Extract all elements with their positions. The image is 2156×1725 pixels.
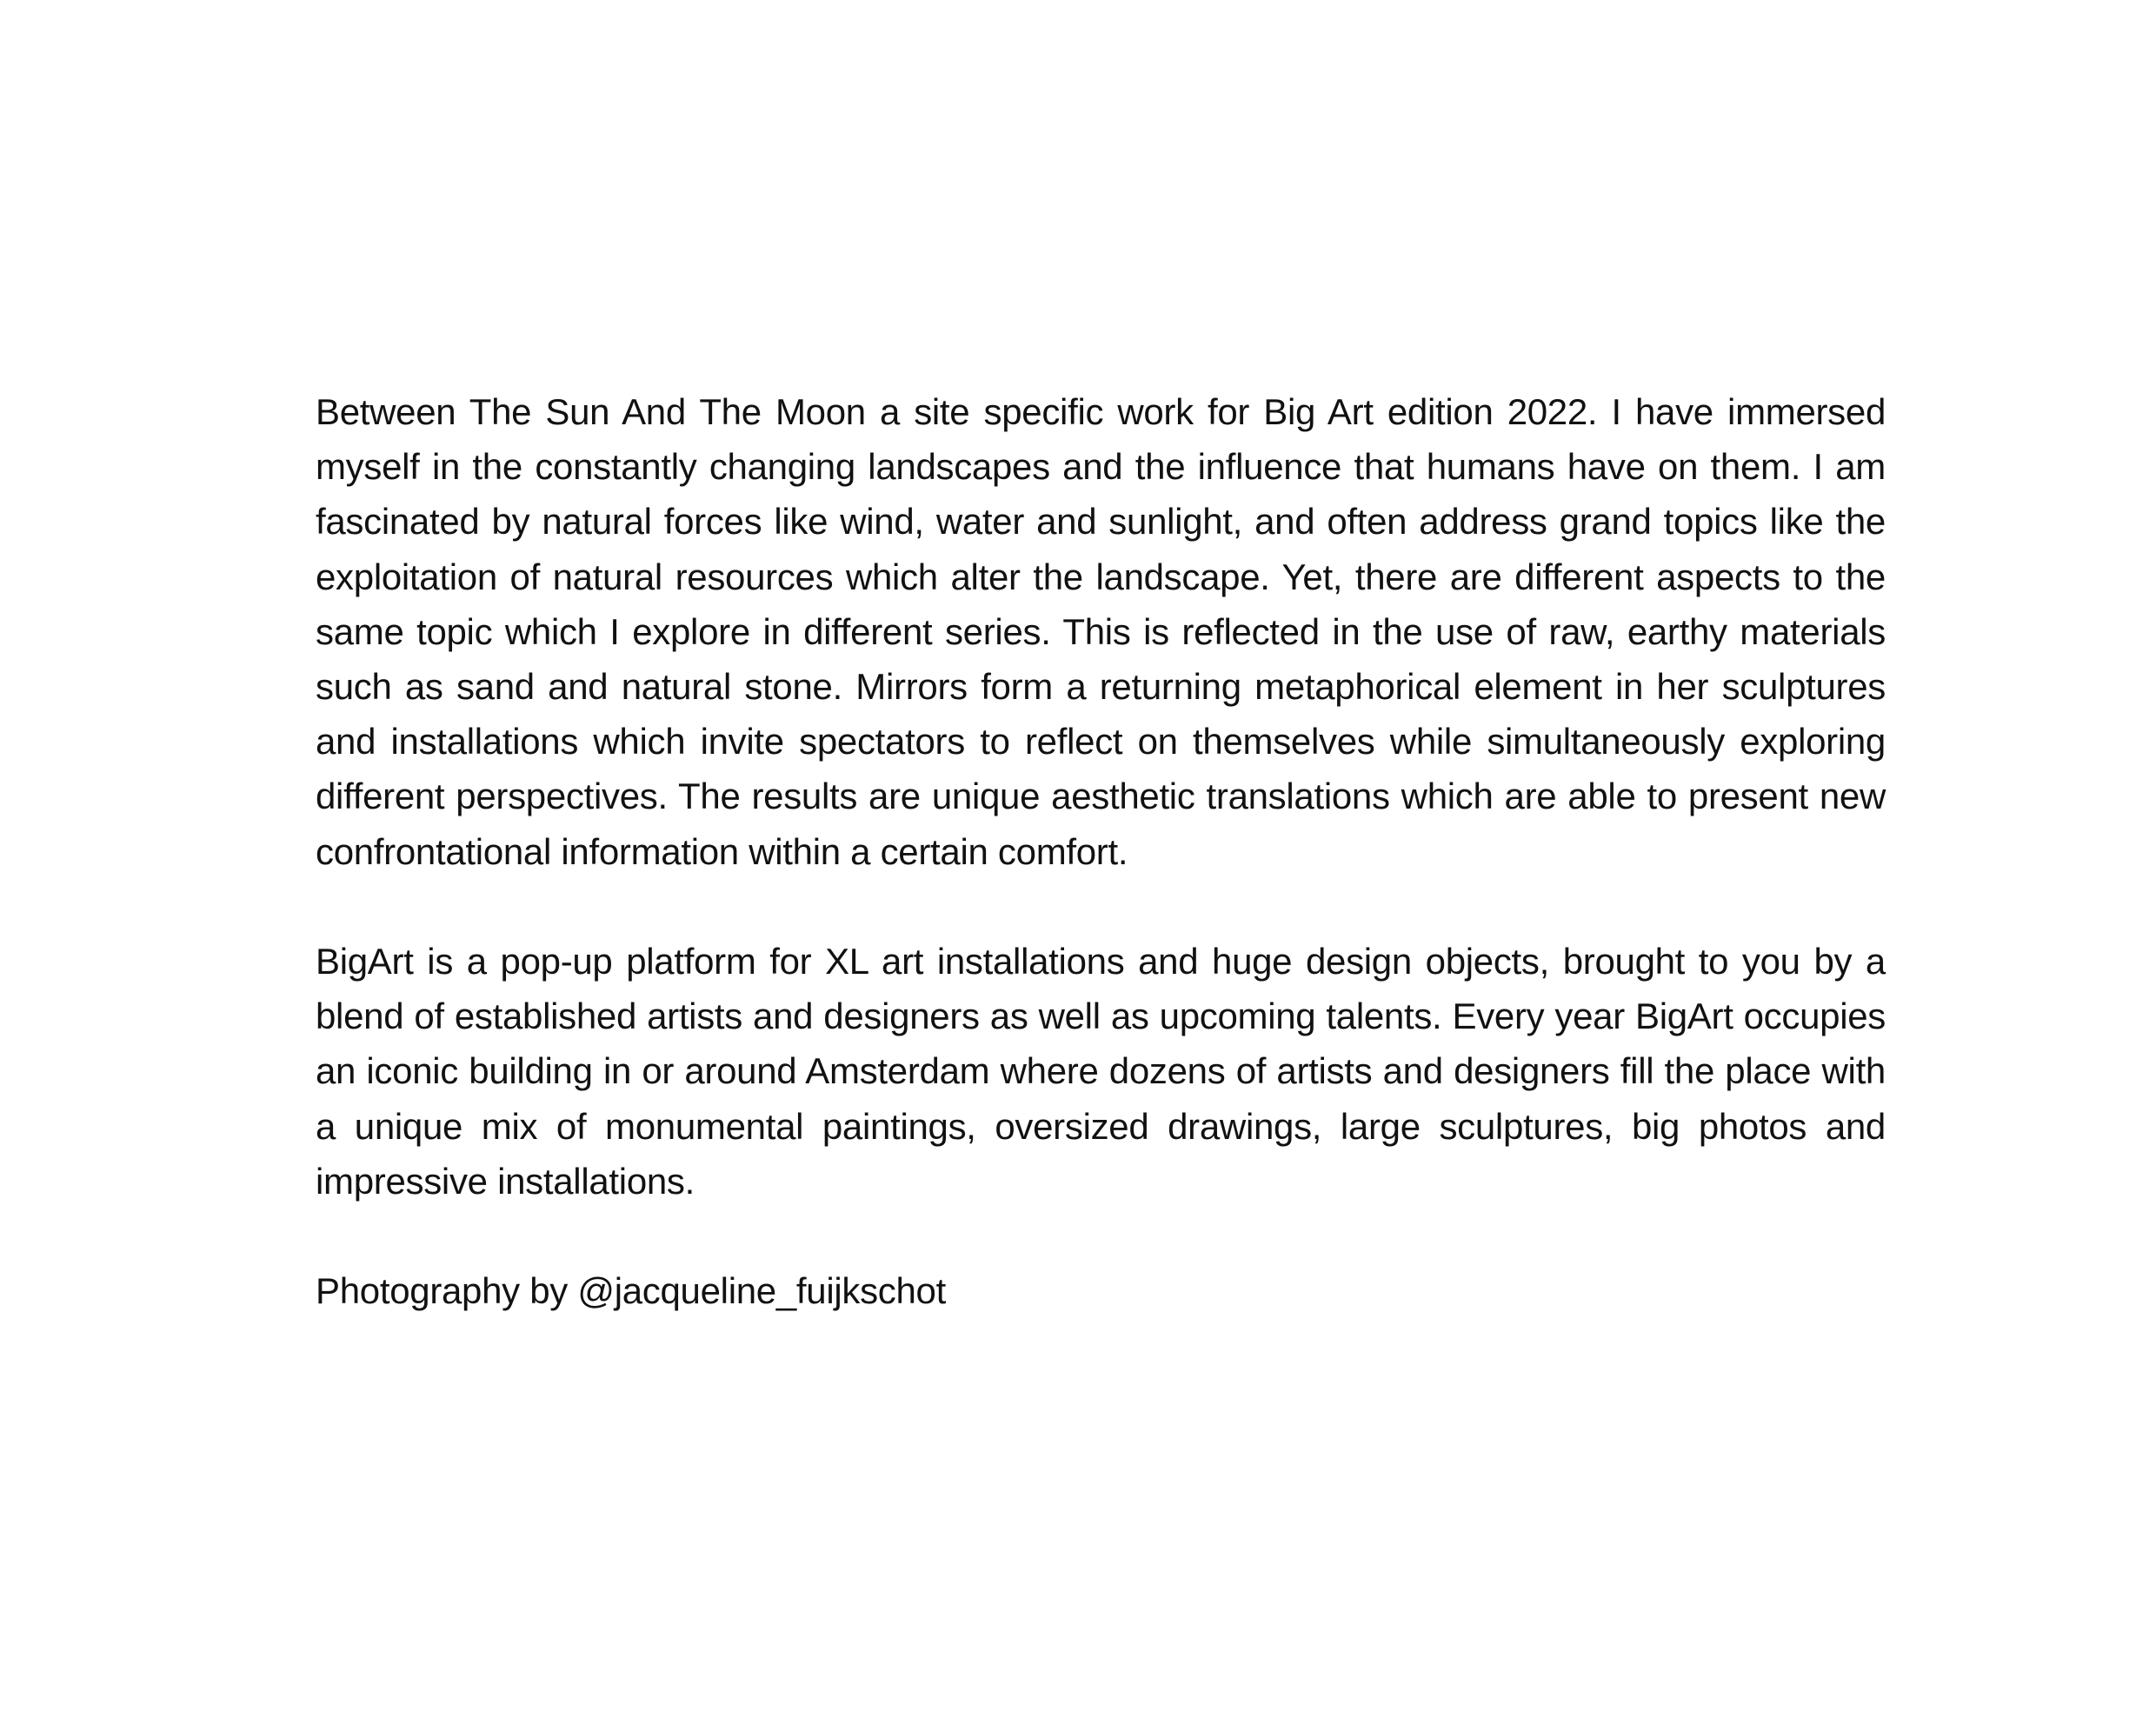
body-text <box>316 384 1886 1318</box>
bigart-description-paragraph: BigArt is a pop-up platform for XL art installations and huge design objects, brought to you by a blend of established artists and designers as well as upcoming talents. Every year BigArt occupies an iconic building in or around Amsterdam where dozens of artists and designers fill the place with a unique mix of monumental paintings, oversized drawings, large sculptures, big photos and impressive installations. <box>316 941 1886 1202</box>
photography-credit: Photography by @jacqueline_fuijkschot <box>316 1270 946 1312</box>
artist-statement-paragraph: Between The Sun And The Moon a site specific work for Big Art edition 2022. I have immersed myself in the constantly changing landscapes and the influence that humans have on them. I am fascinated by natural forces like wind, water and sunlight, and often address grand topics like the exploitation of natural resources which alter the landscape. Yet, there are different aspects to the same topic which I explore in different series. This is reflected in the use of raw, earthy materials such as sand and natural stone. Mirrors form a returning metaphorical element in her sculptures and installations which invite spectators to reflect on themselves while simultaneously exploring different perspectives. The results are unique aesthetic translations which are able to present new confrontational information within a certain comfort. <box>316 391 1886 872</box>
